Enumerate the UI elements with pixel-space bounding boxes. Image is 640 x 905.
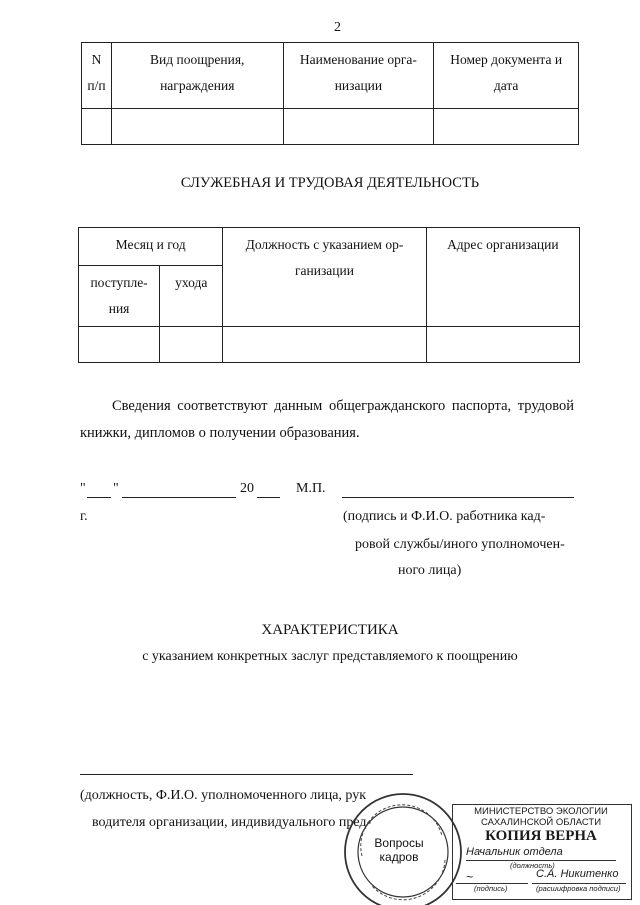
cell-empty xyxy=(160,327,223,363)
table-row xyxy=(82,43,579,109)
header-document: Номер документа и дата xyxy=(434,43,579,109)
header-award-type: Вид поощрения, награждения xyxy=(111,43,283,109)
signature-caption-1: (подпись и Ф.И.О. работника кад- xyxy=(343,509,546,524)
header-leaving: ухода xyxy=(160,266,223,327)
stamp-hand-name: С.А. Никитенко xyxy=(536,868,619,880)
header-organization: Наименование орга- низации xyxy=(283,43,434,109)
work-table xyxy=(78,227,580,363)
cell-empty xyxy=(223,327,426,363)
stamp-copy: КОПИЯ ВЕРНА xyxy=(485,828,597,844)
table-row xyxy=(82,109,579,145)
header-position: Должность с указанием ор- ганизации xyxy=(223,228,426,327)
signature-blank xyxy=(342,497,574,498)
header-n: N п/п xyxy=(82,43,112,109)
cell-empty xyxy=(434,109,579,145)
stamp-name-caption: (расшифровка подписи) xyxy=(536,884,621,893)
table-row xyxy=(79,327,580,363)
section-work-title: СЛУЖЕБНАЯ И ТРУДОВАЯ ДЕЯТЕЛЬНОСТЬ xyxy=(180,175,480,191)
mp-label: М.П. xyxy=(296,481,326,496)
certification-stamp xyxy=(452,804,632,900)
header-admission: поступле- ния xyxy=(79,266,160,327)
signature-caption-3: ного лица) xyxy=(398,563,462,578)
header-address: Адрес организации xyxy=(426,228,579,327)
stamp-signature: ~ xyxy=(466,870,474,884)
cell-empty xyxy=(283,109,434,145)
stamp-region: САХАЛИНСКОЙ ОБЛАСТИ xyxy=(480,817,602,828)
year-prefix: 20 xyxy=(240,481,254,496)
table-row xyxy=(79,228,580,266)
day-blank xyxy=(87,497,111,498)
characteristic-title: ХАРАКТЕРИСТИКА xyxy=(261,622,399,638)
month-blank xyxy=(122,497,236,498)
statement-line-1: Сведения соответствуют данным общегражданского паспорта, трудовой xyxy=(112,398,575,414)
stamp-sign-caption: (подпись) xyxy=(474,884,508,893)
statement-line-2: книжки, дипломов о получении образования. xyxy=(80,425,360,441)
quote-close: " xyxy=(113,481,119,496)
official-blank xyxy=(80,774,413,775)
signature-caption-2: ровой службы/иного уполномочен- xyxy=(355,537,565,552)
cell-empty xyxy=(79,327,160,363)
year-blank xyxy=(257,497,280,498)
stamp-ministry: МИНИСТЕРСТВО ЭКОЛОГИИ xyxy=(474,806,608,817)
cell-empty xyxy=(82,109,112,145)
characteristic-subtitle: с указанием конкретных заслуг представляемого к поощрению xyxy=(142,649,518,664)
header-month-year: Месяц и год xyxy=(79,228,223,266)
awards-table xyxy=(81,42,579,145)
year-suffix: г. xyxy=(80,509,88,524)
bottom-caption-2: водителя организации, индивидуального пред- xyxy=(92,815,372,830)
stamp-hand-position: Начальник отдела xyxy=(466,846,563,858)
bottom-caption-1: (должность, Ф.И.О. уполномоченного лица, рук xyxy=(80,788,367,803)
quote-open: " xyxy=(80,481,86,496)
seal-text: Вопросы кадров xyxy=(374,836,424,864)
cell-empty xyxy=(426,327,579,363)
cell-empty xyxy=(111,109,283,145)
page-number: 2 xyxy=(334,20,341,35)
stamp-position-caption: (должность) xyxy=(510,861,555,870)
